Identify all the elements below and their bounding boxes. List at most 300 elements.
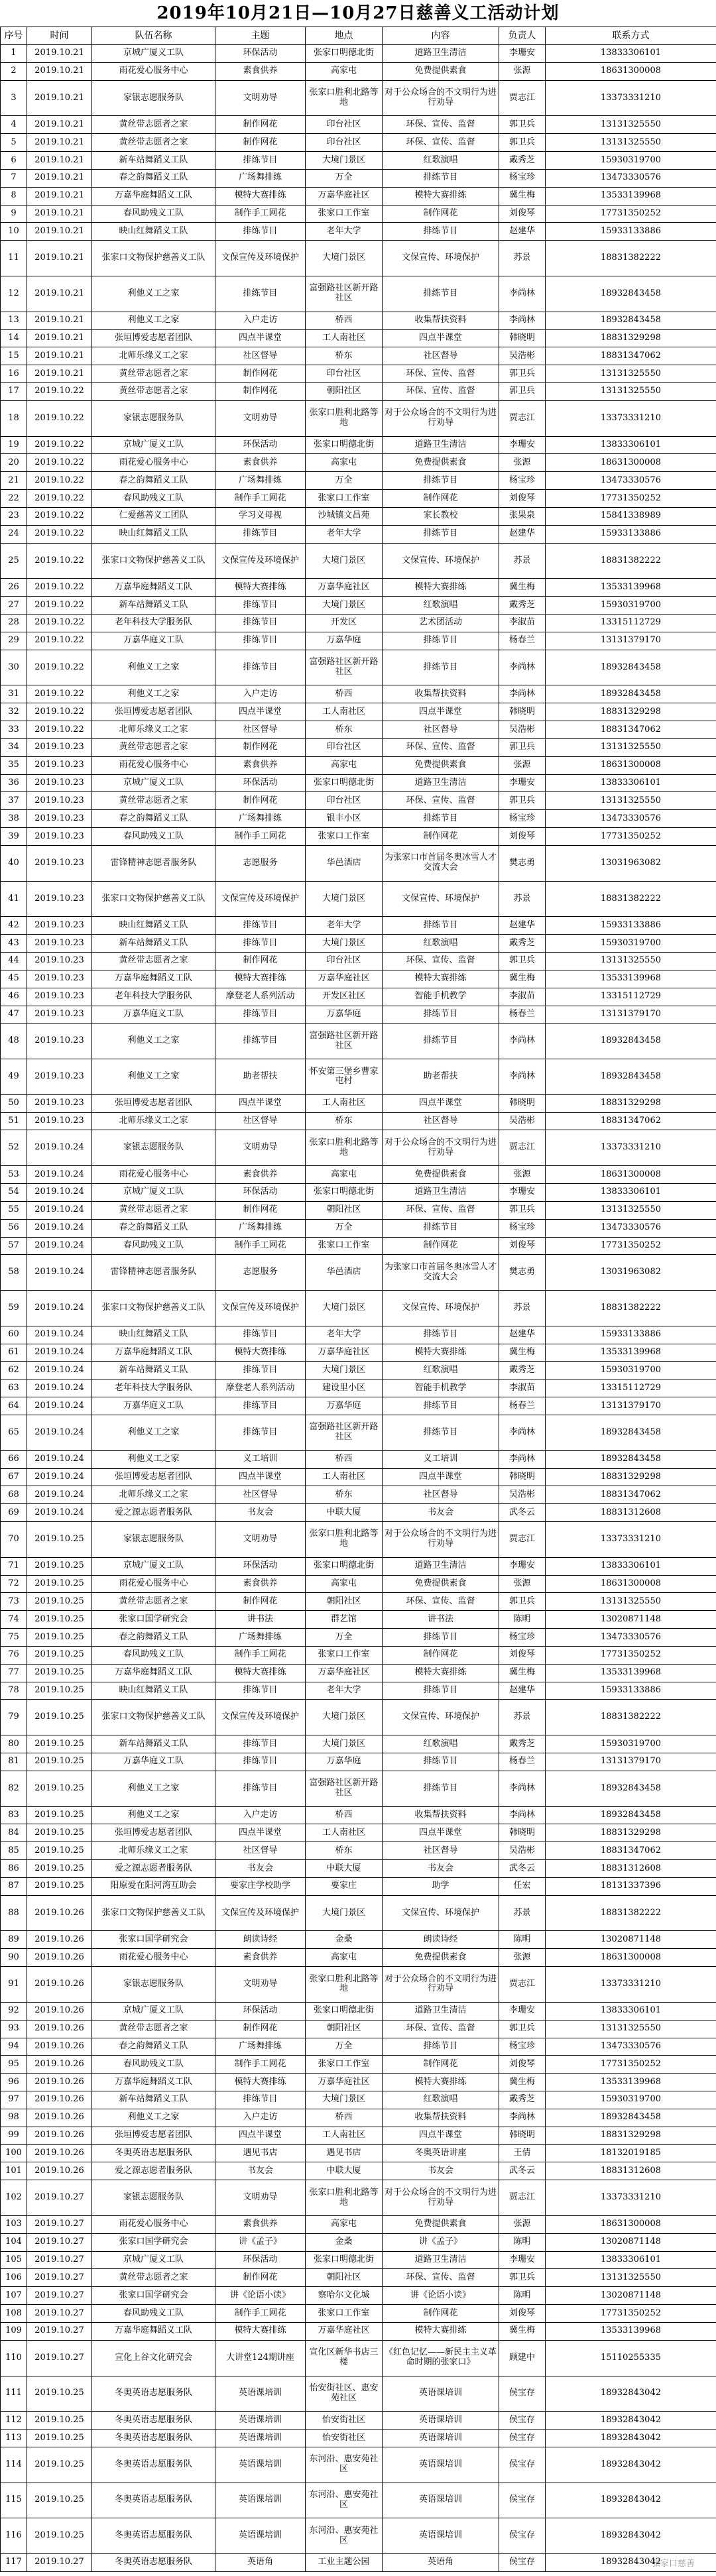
cell-leader: 贾志江 [499, 1522, 546, 1558]
cell-no: 16 [1, 365, 27, 383]
cell-content: 环保、宣传、监督 [383, 365, 499, 383]
table-row [1, 1291, 716, 1326]
cell-content: 环保、宣传、监督 [383, 1593, 499, 1611]
cell-theme: 文保宣传及环境保护 [215, 241, 306, 276]
cell-theme: 制作网花 [215, 953, 306, 970]
cell-no: 112 [1, 2412, 27, 2430]
cell-no: 93 [1, 2020, 27, 2038]
cell-content: 免费提供素食 [383, 1949, 499, 1967]
table-row [1, 1522, 716, 1558]
cell-location: 万嘉华庭社区 [306, 187, 383, 205]
cell-phone: 18631300008 [546, 2215, 716, 2233]
cell-theme: 排练节目 [215, 1753, 306, 1771]
cell-phone: 18932843458 [546, 312, 716, 329]
cell-content: 免费提供素食 [383, 454, 499, 472]
table-row [1, 2002, 716, 2020]
cell-date: 2019.10.26 [27, 1967, 92, 2003]
cell-leader: 冀生梅 [499, 187, 546, 205]
cell-leader: 苏景 [499, 1291, 546, 1326]
cell-location: 怀安第三堡乡曹家屯村 [306, 1059, 383, 1095]
header-cell-content: 内容 [383, 27, 499, 45]
cell-phone: 13373331210 [546, 2180, 716, 2216]
cell-theme: 入户走访 [215, 312, 306, 329]
cell-date: 2019.10.25 [27, 1593, 92, 1611]
cell-leader: 郭卫兵 [499, 1201, 546, 1219]
cell-phone: 18831329298 [546, 703, 716, 721]
cell-theme: 摩登老人系列活动 [215, 988, 306, 1006]
cell-theme: 社区督导 [215, 347, 306, 365]
table-row [1, 241, 716, 276]
cell-theme: 英语课培训 [215, 2447, 306, 2483]
cell-no: 52 [1, 1130, 27, 1166]
cell-leader: 韩晓明 [499, 1824, 546, 1842]
cell-team: 雨花爱心服务中心 [92, 1575, 215, 1593]
cell-date: 2019.10.25 [27, 1877, 92, 1895]
cell-content: 免费提供素食 [383, 2215, 499, 2233]
cell-theme: 排练节目 [215, 632, 306, 650]
table-row [1, 1397, 716, 1415]
cell-phone: 13533139968 [546, 579, 716, 597]
cell-leader: 戴秀芝 [499, 935, 546, 953]
cell-team: 黄丝带志愿者之家 [92, 1201, 215, 1219]
cell-date: 2019.10.22 [27, 400, 92, 436]
cell-leader: 侯宝存 [499, 2483, 546, 2518]
table-row [1, 1806, 716, 1824]
cell-team: 黄丝带志愿者之家 [92, 738, 215, 756]
cell-no: 48 [1, 1024, 27, 1059]
cell-location: 沙城镇文昌苑 [306, 507, 383, 525]
table-row [1, 2127, 716, 2144]
cell-location: 大境门景区 [306, 543, 383, 579]
table-row [1, 1415, 716, 1450]
cell-location: 遇见书店 [306, 2144, 383, 2162]
cell-location: 察哈尔文化城 [306, 2287, 383, 2305]
cell-no: 77 [1, 1664, 27, 1682]
cell-content: 道路卫生清洁 [383, 1557, 499, 1575]
cell-team: 家银志愿服务队 [92, 2180, 215, 2216]
header-row [1, 27, 716, 45]
cell-phone: 13131325550 [546, 1593, 716, 1611]
cell-location: 大境门景区 [306, 1291, 383, 1326]
cell-leader: 杨宝珍 [499, 2038, 546, 2056]
cell-leader: 郭卫兵 [499, 2020, 546, 2038]
cell-no: 81 [1, 1753, 27, 1771]
cell-leader: 张源 [499, 62, 546, 80]
cell-leader: 陈明 [499, 2287, 546, 2305]
table-row [1, 703, 716, 721]
cell-content: 文保宣传、环境保护 [383, 1700, 499, 1735]
cell-leader: 戴秀芝 [499, 1362, 546, 1379]
cell-date: 2019.10.21 [27, 62, 92, 80]
cell-location: 张家口明德北街 [306, 45, 383, 63]
activity-table [0, 27, 716, 2572]
cell-content: 排练节目 [383, 917, 499, 935]
table-row [1, 1059, 716, 1095]
cell-location: 万全 [306, 2038, 383, 2056]
cell-content: 模特大赛排练 [383, 187, 499, 205]
cell-content: 智能手机教学 [383, 988, 499, 1006]
cell-leader: 苏景 [499, 543, 546, 579]
cell-no: 30 [1, 650, 27, 685]
cell-content: 文保宣传、环境保护 [383, 1895, 499, 1931]
cell-content: 对于公众场合的不文明行为进行劝导 [383, 2180, 499, 2216]
cell-date: 2019.10.23 [27, 774, 92, 792]
table-row [1, 935, 716, 953]
cell-location: 张家口明德北街 [306, 436, 383, 454]
cell-content: 制作网花 [383, 1237, 499, 1255]
cell-content: 排练节目 [383, 1219, 499, 1237]
cell-no: 113 [1, 2430, 27, 2447]
cell-no: 56 [1, 1219, 27, 1237]
cell-content: 道路卫生清洁 [383, 436, 499, 454]
cell-theme: 环保活动 [215, 2251, 306, 2269]
cell-theme: 排练节目 [215, 917, 306, 935]
cell-phone: 18831382222 [546, 1291, 716, 1326]
cell-phone: 13533139968 [546, 1664, 716, 1682]
cell-content: 文保宣传、环境保护 [383, 543, 499, 579]
table-row [1, 1593, 716, 1611]
table-row [1, 2180, 716, 2216]
cell-no: 45 [1, 970, 27, 988]
cell-theme: 社区督导 [215, 1112, 306, 1130]
cell-theme: 制作手工网花 [215, 2305, 306, 2323]
table-row [1, 1949, 716, 1967]
cell-leader: 李尚林 [499, 1450, 546, 1468]
cell-team: 京城广厦义工队 [92, 774, 215, 792]
cell-no: 88 [1, 1895, 27, 1931]
cell-date: 2019.10.25 [27, 1735, 92, 1753]
cell-theme: 文保宣传及环境保护 [215, 1291, 306, 1326]
cell-no: 44 [1, 953, 27, 970]
cell-leader: 贾志江 [499, 2180, 546, 2216]
cell-theme: 志愿服务 [215, 1255, 306, 1291]
cell-theme: 模特大赛排练 [215, 970, 306, 988]
table-row [1, 45, 716, 63]
cell-content: 书友会 [383, 2162, 499, 2180]
table-row [1, 1255, 716, 1291]
cell-location: 建设里小区 [306, 1379, 383, 1397]
cell-no: 42 [1, 917, 27, 935]
cell-date: 2019.10.21 [27, 365, 92, 383]
cell-leader: 韩晓明 [499, 1468, 546, 1486]
cell-date: 2019.10.23 [27, 810, 92, 828]
cell-content: 道路卫生清洁 [383, 2002, 499, 2020]
cell-team: 映山红舞蹈义工队 [92, 525, 215, 543]
cell-no: 62 [1, 1362, 27, 1379]
cell-date: 2019.10.25 [27, 1522, 92, 1558]
cell-team: 新车站舞蹈义工队 [92, 1735, 215, 1753]
cell-no: 107 [1, 2287, 27, 2305]
cell-phone: 13020871148 [546, 2233, 716, 2251]
cell-phone: 15930319700 [546, 597, 716, 615]
cell-location: 万全 [306, 472, 383, 490]
cell-leader: 李尚林 [499, 1806, 546, 1824]
cell-team: 京城广厦义工队 [92, 2251, 215, 2269]
cell-team: 京城广厦义工队 [92, 436, 215, 454]
cell-date: 2019.10.25 [27, 2412, 92, 2430]
cell-team: 冬奥英语志愿服务队 [92, 2447, 215, 2483]
cell-location: 高家屯 [306, 1575, 383, 1593]
cell-content: 免费提供素食 [383, 62, 499, 80]
cell-phone: 18831347062 [546, 1486, 716, 1504]
cell-phone: 18831382222 [546, 881, 716, 917]
cell-leader: 刘俊琴 [499, 828, 546, 846]
cell-content: 英语课培训 [383, 2518, 499, 2554]
cell-location: 工业主题公园 [306, 2553, 383, 2571]
table-row [1, 116, 716, 134]
cell-location: 富强路社区新开路社区 [306, 1024, 383, 1059]
cell-leader: 陈明 [499, 2233, 546, 2251]
cell-date: 2019.10.23 [27, 1024, 92, 1059]
cell-location: 老年大学 [306, 917, 383, 935]
cell-no: 98 [1, 2109, 27, 2127]
cell-team: 张垣博爱志愿者团队 [92, 1468, 215, 1486]
cell-phone: 13315112729 [546, 1379, 716, 1397]
cell-phone: 18831347062 [546, 1842, 716, 1860]
cell-theme: 文保宣传及环境保护 [215, 881, 306, 917]
cell-date: 2019.10.21 [27, 169, 92, 187]
cell-content: 模特大赛排练 [383, 2074, 499, 2091]
cell-leader: 韩晓明 [499, 329, 546, 347]
cell-team: 北师乐缘义工之家 [92, 721, 215, 739]
cell-leader: 郭卫兵 [499, 134, 546, 152]
cell-theme: 文明劝导 [215, 1130, 306, 1166]
cell-team: 利他义工之家 [92, 685, 215, 703]
cell-leader: 冀生梅 [499, 1344, 546, 1362]
cell-team: 春之韵舞蹈义工队 [92, 1629, 215, 1647]
cell-theme: 制作手工网花 [215, 205, 306, 223]
cell-content: 排练节目 [383, 1415, 499, 1450]
cell-phone: 18932843042 [546, 2412, 716, 2430]
cell-team: 万嘉华庭舞蹈义工队 [92, 579, 215, 597]
cell-phone: 13373331210 [546, 400, 716, 436]
cell-content: 英语课培训 [383, 2376, 499, 2412]
table-row [1, 1735, 716, 1753]
cell-no: 64 [1, 1397, 27, 1415]
cell-leader: 樊志勇 [499, 1255, 546, 1291]
cell-leader: 武冬云 [499, 2162, 546, 2180]
cell-leader: 李珊安 [499, 45, 546, 63]
cell-content: 对于公众场合的不文明行为进行劝导 [383, 400, 499, 436]
table-row [1, 2215, 716, 2233]
table-row [1, 1682, 716, 1700]
table-row [1, 347, 716, 365]
table-row [1, 1379, 716, 1397]
cell-date: 2019.10.27 [27, 2251, 92, 2269]
cell-phone: 13473330576 [546, 810, 716, 828]
cell-team: 春风助残义工队 [92, 828, 215, 846]
cell-no: 43 [1, 935, 27, 953]
cell-leader: 陈明 [499, 1611, 546, 1629]
cell-leader: 杨宝珍 [499, 472, 546, 490]
cell-team: 京城广厦义工队 [92, 2002, 215, 2020]
table-row [1, 276, 716, 312]
cell-content: 道路卫生清洁 [383, 2251, 499, 2269]
cell-date: 2019.10.27 [27, 2287, 92, 2305]
cell-phone: 13833306101 [546, 45, 716, 63]
table-row [1, 62, 716, 80]
cell-location: 万嘉华庭 [306, 1397, 383, 1415]
cell-leader: 武冬云 [499, 1504, 546, 1522]
cell-theme: 广场舞排练 [215, 472, 306, 490]
cell-no: 68 [1, 1486, 27, 1504]
cell-team: 家银志愿服务队 [92, 1967, 215, 2003]
cell-theme: 排练节目 [215, 650, 306, 685]
cell-theme: 排练节目 [215, 615, 306, 632]
cell-location: 工人南社区 [306, 1468, 383, 1486]
cell-theme: 讲《论语小读》 [215, 2287, 306, 2305]
cell-date: 2019.10.22 [27, 632, 92, 650]
cell-date: 2019.10.25 [27, 2518, 92, 2554]
table-row [1, 792, 716, 810]
cell-location: 朝阳社区 [306, 383, 383, 401]
cell-date: 2019.10.24 [27, 1486, 92, 1504]
cell-theme: 文明劝导 [215, 80, 306, 116]
cell-location: 万嘉华庭社区 [306, 1344, 383, 1362]
cell-location: 富强路社区新开路社区 [306, 276, 383, 312]
cell-content: 四点半课堂 [383, 703, 499, 721]
cell-team: 新车站舞蹈义工队 [92, 152, 215, 170]
header-cell-phone: 联系方式 [546, 27, 716, 45]
cell-no: 79 [1, 1700, 27, 1735]
cell-theme: 讲书法 [215, 1611, 306, 1629]
cell-content: 智能手机教学 [383, 1379, 499, 1397]
cell-phone: 13131325550 [546, 2269, 716, 2287]
cell-team: 新车站舞蹈义工队 [92, 597, 215, 615]
cell-date: 2019.10.26 [27, 2162, 92, 2180]
table-row [1, 1112, 716, 1130]
cell-date: 2019.10.21 [27, 116, 92, 134]
cell-no: 90 [1, 1949, 27, 1967]
cell-no: 13 [1, 312, 27, 329]
table-row [1, 2233, 716, 2251]
cell-team: 利他义工之家 [92, 2109, 215, 2127]
cell-content: 排练节目 [383, 2038, 499, 2056]
table-row [1, 615, 716, 632]
cell-content: 环保、宣传、监督 [383, 134, 499, 152]
cell-leader: 李珊安 [499, 436, 546, 454]
cell-leader: 李尚林 [499, 276, 546, 312]
cell-team: 春风助残义工队 [92, 1237, 215, 1255]
cell-team: 家银志愿服务队 [92, 80, 215, 116]
cell-no: 55 [1, 1201, 27, 1219]
cell-location: 朝阳社区 [306, 1593, 383, 1611]
cell-content: 排练节目 [383, 276, 499, 312]
cell-date: 2019.10.27 [27, 2323, 92, 2341]
cell-team: 宣化上谷文化研究会 [92, 2340, 215, 2376]
cell-theme: 排练节目 [215, 1397, 306, 1415]
cell-content: 四点半课堂 [383, 2127, 499, 2144]
table-row [1, 1771, 716, 1806]
cell-leader: 贾志江 [499, 80, 546, 116]
cell-leader: 侯宝存 [499, 2412, 546, 2430]
cell-leader: 冀生梅 [499, 2323, 546, 2341]
cell-content: 排练节目 [383, 650, 499, 685]
cell-no: 38 [1, 810, 27, 828]
cell-phone: 13533139968 [546, 2323, 716, 2341]
table-row [1, 685, 716, 703]
cell-team: 冬奥英语志愿服务队 [92, 2518, 215, 2554]
cell-leader: 戴秀芝 [499, 597, 546, 615]
cell-content: 讲《孟子》 [383, 2233, 499, 2251]
cell-no: 39 [1, 828, 27, 846]
cell-team: 北师乐缘义工之家 [92, 1486, 215, 1504]
table-row [1, 2074, 716, 2091]
table-row [1, 187, 716, 205]
cell-content: 四点半课堂 [383, 1824, 499, 1842]
cell-phone: 18132019185 [546, 2144, 716, 2162]
cell-content: 助学 [383, 1877, 499, 1895]
cell-location: 华邑酒店 [306, 845, 383, 881]
cell-no: 37 [1, 792, 27, 810]
cell-location: 桥西 [306, 2109, 383, 2127]
cell-phone: 15933133886 [546, 1326, 716, 1344]
cell-location: 张家口胜利北路等地 [306, 1130, 383, 1166]
cell-phone: 18932843458 [546, 1771, 716, 1806]
cell-date: 2019.10.25 [27, 1611, 92, 1629]
cell-leader: 戴秀芝 [499, 1735, 546, 1753]
cell-theme: 模特大赛排练 [215, 579, 306, 597]
cell-team: 万嘉华庭舞蹈义工队 [92, 2323, 215, 2341]
cell-date: 2019.10.27 [27, 2215, 92, 2233]
cell-phone: 13131325550 [546, 2020, 716, 2038]
cell-leader: 杨宝珍 [499, 810, 546, 828]
cell-leader: 李淑苗 [499, 615, 546, 632]
cell-location: 大境门景区 [306, 597, 383, 615]
cell-theme: 制作手工网花 [215, 490, 306, 508]
cell-phone: 13533139968 [546, 2074, 716, 2091]
cell-date: 2019.10.25 [27, 1842, 92, 1860]
cell-theme: 排练节目 [215, 2091, 306, 2109]
cell-theme: 英语课培训 [215, 2430, 306, 2447]
cell-leader: 苏景 [499, 1895, 546, 1931]
cell-no: 95 [1, 2056, 27, 2074]
cell-content: 免费提供素食 [383, 756, 499, 774]
cell-content: 排练节目 [383, 223, 499, 241]
cell-leader: 郭卫兵 [499, 738, 546, 756]
cell-location: 朝阳社区 [306, 1201, 383, 1219]
cell-content: 红歌演唱 [383, 2091, 499, 2109]
table-row [1, 1753, 716, 1771]
table-row [1, 917, 716, 935]
cell-theme: 模特大赛排练 [215, 1664, 306, 1682]
table-row [1, 2020, 716, 2038]
cell-date: 2019.10.22 [27, 454, 92, 472]
cell-no: 83 [1, 1806, 27, 1824]
cell-location: 中联大厦 [306, 1504, 383, 1522]
cell-no: 31 [1, 685, 27, 703]
table-row [1, 1877, 716, 1895]
cell-theme: 排练节目 [215, 1362, 306, 1379]
cell-date: 2019.10.23 [27, 756, 92, 774]
cell-theme: 社区督导 [215, 1486, 306, 1504]
table-row [1, 1468, 716, 1486]
cell-theme: 朗读诗经 [215, 1931, 306, 1949]
cell-date: 2019.10.26 [27, 2038, 92, 2056]
cell-team: 老年科技大学服务队 [92, 615, 215, 632]
cell-phone: 18631300008 [546, 1575, 716, 1593]
cell-theme: 英语课培训 [215, 2518, 306, 2554]
table-row [1, 1931, 716, 1949]
table-row [1, 721, 716, 739]
cell-team: 黄丝带志愿者之家 [92, 365, 215, 383]
cell-phone: 13131325550 [546, 1201, 716, 1219]
cell-no: 12 [1, 276, 27, 312]
cell-date: 2019.10.25 [27, 1629, 92, 1647]
cell-team: 雨花爱心服务中心 [92, 454, 215, 472]
cell-date: 2019.10.27 [27, 2180, 92, 2216]
table-row [1, 312, 716, 329]
